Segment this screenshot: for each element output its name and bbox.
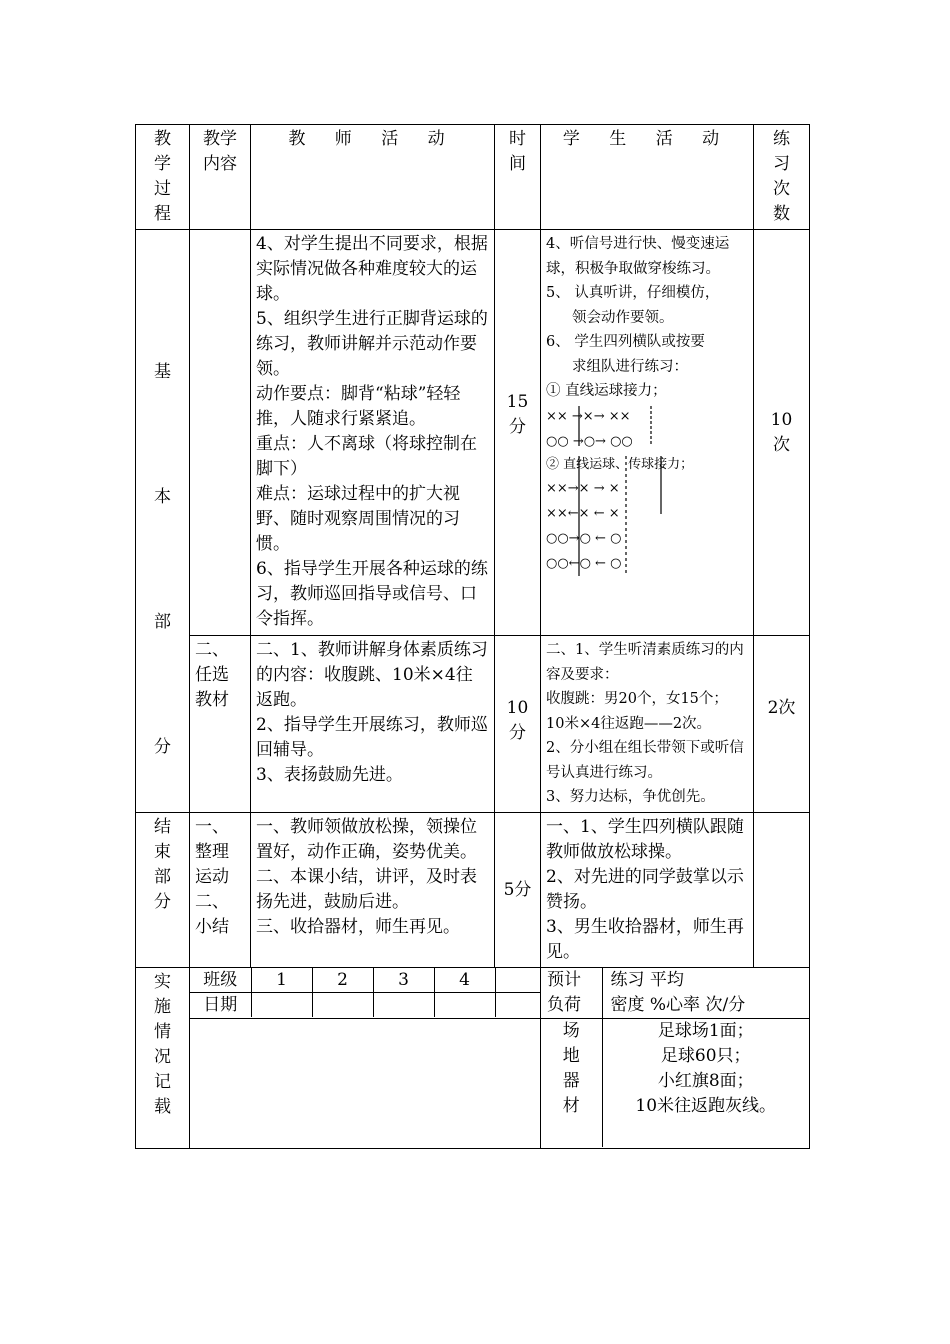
class-blank: [495, 968, 541, 993]
main-row1-practice: 10次: [754, 230, 810, 636]
main-stage-label: 基 本 部 分: [136, 230, 190, 813]
record-notes: [190, 1019, 541, 1149]
record-row-1: [136, 968, 810, 1019]
class-3: 3: [373, 968, 434, 993]
end-stage-label: 结束部分: [136, 813, 190, 968]
load-metrics: 练习 平均 密度 %心率 次/分: [610, 970, 746, 1015]
header-time: 时间: [495, 125, 541, 230]
venue-label: 场地器材: [541, 1019, 602, 1147]
main-row2-student: 二、1、学生听清素质练习的内容及要求： 收腹跳：男20个，女15个； 10米×4往返跑——2次。 2、分小组在组长带领下或听信号认真进行练习。 3、努力达标，争优创先。: [541, 636, 754, 813]
end-content: 一、整理运动 二、小结: [190, 813, 251, 968]
header-stage: 教学过程: [136, 125, 190, 230]
main-row2-practice: 2次: [754, 636, 810, 813]
lesson-plan-table: [135, 124, 810, 1149]
main-row-1: [136, 230, 810, 636]
main-row2-time: 10分: [495, 636, 541, 813]
venue-cell: [541, 1019, 810, 1149]
end-teacher: 一、教师领做放松操，领操位置好，动作正确，姿势优美。 二、本课小结，讲评，及时表扬先进，鼓励后进。 三、收拾器材，师生再见。: [251, 813, 495, 968]
record-class-date-cell: [190, 968, 541, 1019]
header-content: 教学内容: [190, 125, 251, 230]
date-label: 日期: [190, 993, 251, 1018]
load-label: 预计负荷: [541, 968, 602, 1018]
load-cell: [541, 968, 810, 1019]
main-row1-teacher: 4、对学生提出不同要求，根据实际情况做各种难度较大的运球。 5、组织学生进行正脚背运球的练习，教师讲解并示范动作要领。 动作要点：脚背“粘球”轻轻推，人随求行紧紧追。 重点：人不离球（将球控制在脚下） 难点：运球过程中的扩大视野、随时观察周围情况的习惯。 6、指导学生开展各种运球的练习，教师巡回指导或信号、口令指挥。: [251, 230, 495, 636]
main-row1-content: [190, 230, 251, 636]
header-teacher: 教 师 活 动: [251, 125, 495, 230]
diagram-row-3: ××→× → ×: [546, 480, 620, 496]
main-row1-student: 4、听信号进行快、慢变速运球，积极争取做穿梭练习。 5、 认真听讲，仔细模仿， 领会动作要领。 6、 学生四列横队或按要 求组队进行练习： ① 直线运球接力； ×× →×→ ×× ○○ →○→ ○○ ② 直线运球、传球接力； ××→× → × ××←× ← × ○○→○ ← ○ ○○←○ ← ○: [541, 230, 754, 636]
date-blank: [495, 993, 541, 1018]
relay-diagram: [546, 404, 748, 576]
date-4: [434, 993, 495, 1018]
end-time: 5分: [495, 813, 541, 968]
class-1: 1: [251, 968, 312, 993]
class-label: 班级: [190, 968, 251, 993]
header-row: [136, 125, 810, 230]
header-practice: 练习次数: [754, 125, 810, 230]
class-4: 4: [434, 968, 495, 993]
venue-items: 足球场1面； 足球60只； 小红旗8面； 10米往返跑灰线。: [635, 1021, 777, 1116]
record-class-date-table: [190, 968, 541, 1017]
venue-table: [541, 1019, 809, 1147]
main-row1-time: 15分: [495, 230, 541, 636]
date-1: [251, 993, 312, 1018]
main-row2-content: 二、任选教材: [190, 636, 251, 813]
date-3: [373, 993, 434, 1018]
main-row2-teacher: 二、1、教师讲解身体素质练习的内容：收腹跳、10米×4往返跑。 2、指导学生开展练习，教师巡回辅导。 3、表扬鼓励先进。: [251, 636, 495, 813]
diagram-row-4: ××←× ← ×: [546, 505, 620, 521]
end-row: [136, 813, 810, 968]
diagram-relay2-label: ② 直线运球、传球接力；: [546, 456, 694, 472]
diagram-row-2: ○○ →○→ ○○: [546, 433, 633, 449]
date-2: [312, 993, 373, 1018]
load-table: [541, 968, 809, 1018]
end-student: 一、1、学生四列横队跟随教师做放松球操。 2、对先进的同学鼓掌以示赞扬。 3、男生收拾器材，师生再见。: [541, 813, 754, 968]
end-practice: [754, 813, 810, 968]
header-student: 学 生 活 动: [541, 125, 754, 230]
record-stage-label: 实施情况记载: [136, 968, 190, 1149]
record-row-2: [136, 1019, 810, 1149]
diagram-row-1: ×× →×→ ××: [546, 408, 631, 424]
main-row-2: [136, 636, 810, 813]
diagram-row-6: ○○←○ ← ○: [546, 555, 622, 571]
diagram-row-5: ○○→○ ← ○: [546, 530, 622, 546]
class-2: 2: [312, 968, 373, 993]
